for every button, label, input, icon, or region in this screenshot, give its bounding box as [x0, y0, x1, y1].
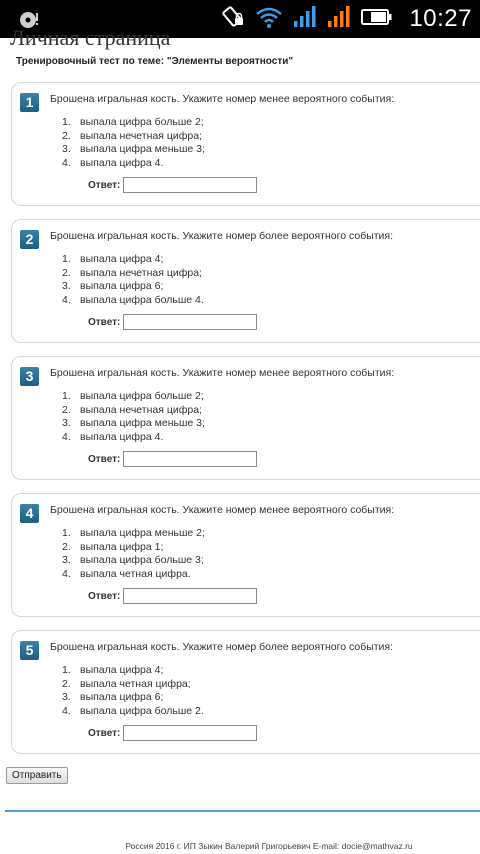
question-text: Брошена игральная кость. Укажите номер более вероятного события:	[50, 230, 394, 242]
answer-input-2[interactable]	[123, 314, 257, 330]
footer-divider	[5, 810, 480, 812]
question-text: Брошена игральная кость. Укажите номер более вероятного события:	[50, 641, 394, 653]
option-item: 1. выпала цифра 4;	[62, 664, 164, 676]
option-item: 2. выпала нечетная цифра;	[62, 266, 202, 279]
answer-label: Ответ:	[88, 316, 121, 328]
question-number-badge: 3	[20, 367, 39, 386]
option-item: 2. выпала нечетная цифра;	[62, 403, 202, 416]
question-card	[11, 630, 480, 754]
question-card	[11, 219, 480, 343]
answer-label: Ответ:	[88, 727, 121, 739]
answer-input-5[interactable]	[123, 725, 257, 741]
answer-row	[88, 314, 257, 330]
option-item: 1. выпала цифра больше 2;	[62, 390, 204, 402]
rotation-lock-icon	[221, 5, 245, 34]
option-item: 3. выпала цифра меньше 3;	[62, 417, 205, 430]
answer-input-4[interactable]	[123, 588, 257, 604]
option-item: 1. выпала цифра 4;	[62, 253, 164, 265]
question-text: Брошена игральная кость. Укажите номер менее вероятного события:	[50, 504, 395, 516]
status-icons	[221, 4, 472, 34]
answer-label: Ответ:	[88, 179, 121, 191]
option-item: 1. выпала цифра больше 2;	[62, 116, 204, 128]
test-subtitle: Тренировочный тест по теме: "Элементы вероятности"	[16, 56, 294, 67]
option-item: 2. выпала цифра 1;	[62, 540, 164, 553]
status-clock: 10:27	[409, 5, 472, 32]
answer-input-3[interactable]	[123, 451, 257, 467]
question-card	[11, 356, 480, 480]
options-list	[62, 390, 205, 444]
answer-row	[88, 451, 257, 467]
options-list	[62, 664, 204, 718]
options-list	[62, 116, 205, 170]
question-card	[11, 493, 480, 617]
option-item: 4. выпала цифра 4.	[62, 156, 164, 169]
option-item: 3. выпала цифра 6;	[62, 691, 164, 704]
answer-label: Ответ:	[88, 590, 121, 602]
option-item: 4. выпала цифра больше 4.	[62, 293, 204, 306]
signal-icon	[293, 5, 317, 34]
signal-icon-2	[327, 5, 351, 34]
answer-label: Ответ:	[88, 453, 121, 465]
option-item: 4. выпала цифра 4.	[62, 430, 164, 443]
answer-row	[88, 177, 257, 193]
answer-row	[88, 588, 257, 604]
option-item: 2. выпала нечетная цифра;	[62, 129, 202, 142]
question-text: Брошена игральная кость. Укажите номер менее вероятного события:	[50, 367, 395, 379]
answer-row	[88, 725, 257, 741]
footer-copyright: Россия 2016 г. ИП Зыкин Валерий Григорьевич E-mail: docie@mathvaz.ru	[125, 841, 413, 851]
question-number-badge: 4	[20, 504, 39, 523]
submit-button[interactable]: Отправить	[6, 767, 68, 784]
options-list	[62, 527, 205, 581]
wifi-icon	[255, 5, 283, 34]
question-number-badge: 5	[20, 641, 39, 660]
option-item: 4. выпала цифра больше 2.	[62, 704, 204, 717]
question-card	[11, 82, 480, 206]
option-item: 1. выпала цифра меньше 2;	[62, 527, 205, 539]
question-number-badge: 1	[20, 93, 39, 112]
battery-icon	[361, 7, 393, 32]
option-item: 4. выпала четная цифра.	[62, 567, 191, 580]
option-item: 2. выпала четная цифра;	[62, 677, 191, 690]
options-list	[62, 253, 204, 307]
option-item: 3. выпала цифра больше 3;	[62, 554, 204, 567]
option-item: 3. выпала цифра меньше 3;	[62, 143, 205, 156]
page-title: Личная страница	[10, 25, 171, 50]
option-item: 3. выпала цифра 6;	[62, 280, 164, 293]
question-number-badge: 2	[20, 230, 39, 249]
answer-input-1[interactable]	[123, 177, 257, 193]
question-text: Брошена игральная кость. Укажите номер менее вероятного события:	[50, 93, 395, 105]
